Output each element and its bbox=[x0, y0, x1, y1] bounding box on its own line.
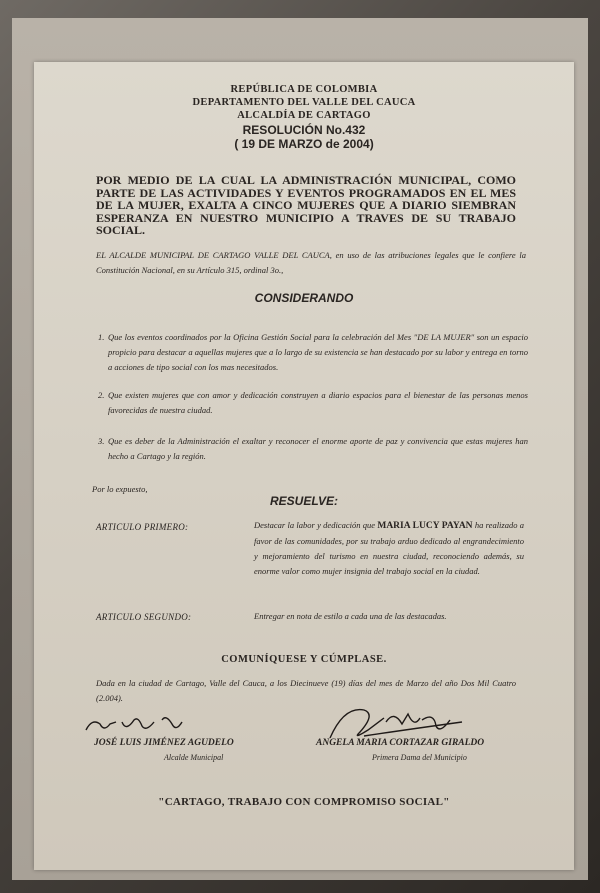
article-one-pre: Destacar la labor y dedicación que bbox=[254, 520, 376, 530]
considerando-title: CONSIDERANDO bbox=[254, 291, 354, 305]
article-one-post: ha realizado a favor de las comunidades, por su trabajo arduo dedicado al engrandecimiento y mejoramiento del turismo en nuestra ciudad, reconociendo además, su enorme valor como mujer insignia del trabajo social en la ciudad. bbox=[254, 520, 525, 576]
article-two-label: ARTICULO SEGUNDO: bbox=[96, 612, 192, 622]
intro-paragraph: EL ALCALDE MUNICIPAL DE CARTAGO VALLE DEL CAUCA, en uso de las atribuciones legales que le confiere la Constitución Nacional, en su Artículo 315, ordinal 3o., bbox=[96, 250, 526, 275]
considerando-item-3 bbox=[98, 434, 528, 464]
item-number: 1. bbox=[98, 332, 105, 342]
motto: "CARTAGO, TRABAJO CON COMPROMISO SOCIAL" bbox=[158, 796, 450, 808]
resuelve-title: RESUELVE: bbox=[269, 494, 338, 508]
item-number: 3. bbox=[98, 436, 105, 446]
item-text: Que existen mujeres que con amor y dedicación construyen a diario espacios para el bienestar de las personas menos favorecidas de nuestra ciudad. bbox=[108, 390, 528, 415]
signature-name-mayor: JOSÉ LUIS JIMÉNEZ AGUDELO bbox=[94, 738, 234, 748]
resolution-number: RESOLUCIÓN No.432 bbox=[242, 123, 366, 137]
article-two-text: Entregar en nota de estilo a cada una de las destacadas. bbox=[254, 611, 447, 621]
considerando-item-2 bbox=[98, 388, 528, 418]
resolution-document bbox=[34, 62, 574, 870]
considerando-item-1 bbox=[98, 330, 528, 375]
header-department: DEPARTAMENTO DEL VALLE DEL CAUCA bbox=[192, 97, 416, 108]
signature-mayor bbox=[82, 710, 202, 740]
comuniquese: COMUNÍQUESE Y CÚMPLASE. bbox=[221, 654, 387, 665]
header-mayoralty: ALCALDÍA DE CARTAGO bbox=[237, 110, 371, 121]
resolution-date: ( 19 DE MARZO de 2004) bbox=[234, 137, 374, 151]
article-one-text bbox=[254, 518, 524, 579]
item-number: 2. bbox=[98, 390, 105, 400]
header-republic: REPÚBLICA DE COLOMBIA bbox=[230, 84, 378, 95]
signature-role-mayor: Alcalde Municipal bbox=[164, 753, 224, 762]
honoree-name: MARIA LUCY PAYAN bbox=[377, 521, 473, 531]
signature-role-first-lady: Primera Dama del Municipio bbox=[372, 753, 467, 762]
item-text: Que es deber de la Administración el exaltar y reconocer el enorme aporte de paz y convivencia que estas mujeres han hecho a Cartago y la región. bbox=[108, 436, 528, 461]
item-text: Que los eventos coordinados por la Oficina Gestión Social para la celebración del Mes "DE LA MUJER" son un espacio propicio para destacar a aquellas mujeres que a lo largo de su existencia se han destacado por su labor y entrega en torno a acciones de tipo social con los mas necesitados. bbox=[108, 332, 528, 372]
dada-paragraph: Dada en la ciudad de Cartago, Valle del Cauca, a los Diecinueve (19) días del mes de Marzo del año Dos Mil Cuatro (2.004). bbox=[96, 678, 516, 703]
preamble: POR MEDIO DE LA CUAL LA ADMINISTRACIÓN MUNICIPAL, COMO PARTE DE LAS ACTIVIDADES Y EVENTOS PROGRAMADOS EN EL MES DE LA MUJER, EXALTA A CINCO MUJERES QUE A DIARIO SIEMBRAN ESPERANZA EN NUESTRO MUNICIPIO A TRAVES DE SU TRABAJO SOCIAL. bbox=[96, 173, 516, 237]
por-lo-expuesto: Por lo expuesto, bbox=[92, 484, 148, 494]
article-one-label: ARTICULO PRIMERO: bbox=[96, 522, 189, 532]
signature-name-first-lady: ANGELA MARIA CORTAZAR GIRALDO bbox=[316, 738, 485, 748]
